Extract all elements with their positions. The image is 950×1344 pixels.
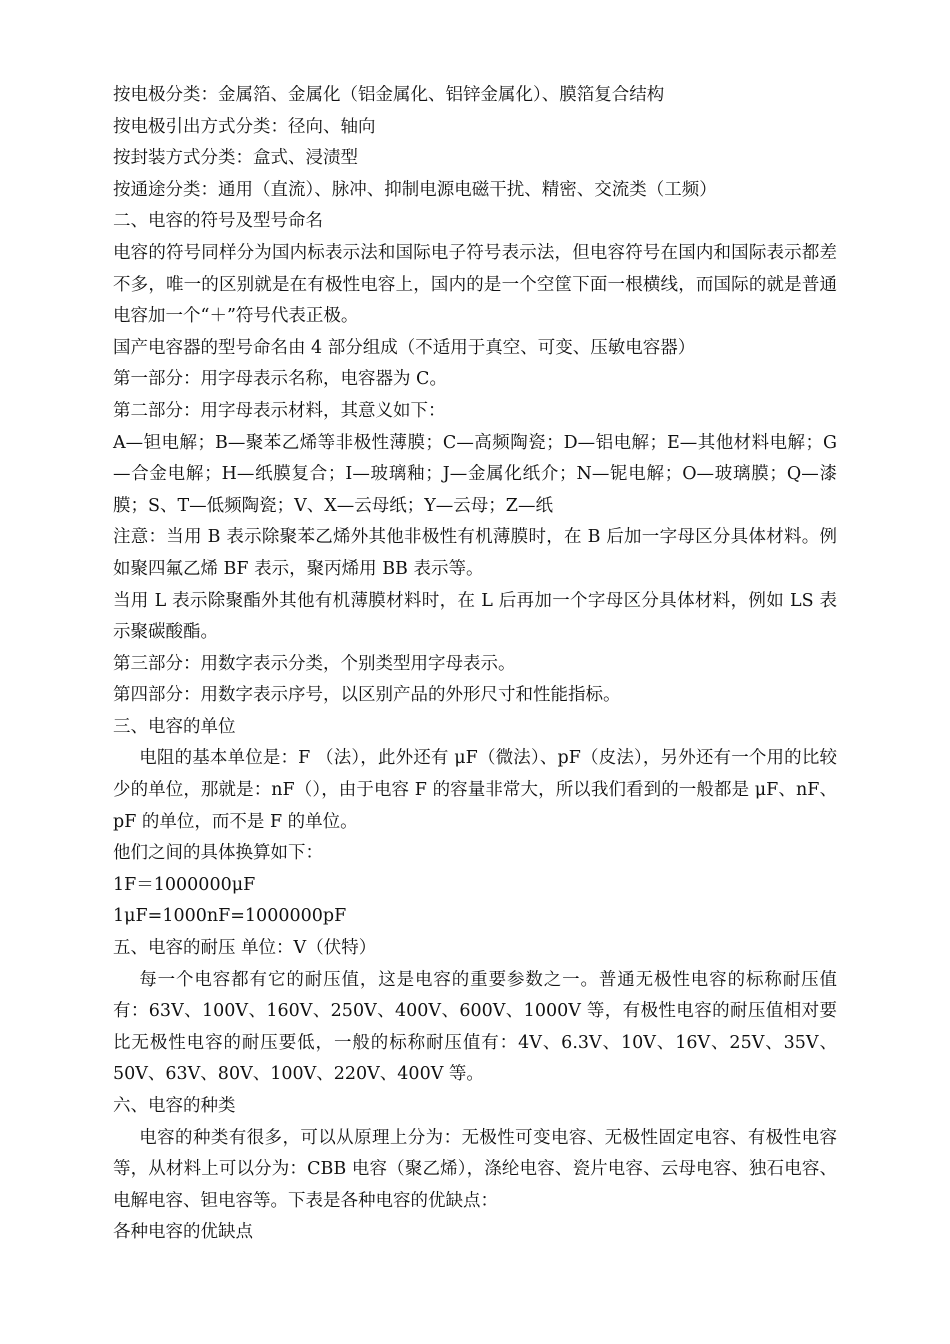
text-line-conversion-intro: 他们之间的具体换算如下： (113, 843, 323, 864)
text-line-part-four: 第四部分：用数字表示序号，以区别产品的外形尺寸和性能指标。 (113, 685, 621, 706)
text-line-part-one: 第一部分：用字母表示名称，电容器为 C。 (113, 369, 447, 390)
text-line-part-two: 第二部分：用字母表示材料，其意义如下： (113, 400, 446, 421)
section-heading-symbol-naming: 二、电容的符号及型号命名 (113, 211, 323, 232)
paragraph-symbol-description: 电容的符号同样分为国内标表示法和国际电子符号表示法，但电容符号在国内和国际表示都差不多，唯一的区别就是在有极性电容上，国内的是一个空筐下面一根横线，而国际的就是普通电容加一个“＋”符号代表正极。 (113, 242, 837, 327)
section-heading-voltage: 五、电容的耐压 单位：V（伏特） (113, 938, 377, 959)
text-line-conversion-2: 1μF=1000nF=1000000pF (113, 906, 347, 927)
paragraph-material-codes: A—钽电解；B—聚苯乙烯等非极性薄膜；C—高频陶瓷；D—铝电解；E—其他材料电解；G—合金电解；H—纸膜复合；I—玻璃釉；J—金属化纸介；N—铌电解；O—玻璃膜；Q—漆膜；S、T—低频陶瓷；V、X—云母纸；Y—云母；Z—纸 (113, 432, 837, 516)
section-heading-units: 三、电容的单位 (113, 716, 236, 737)
text-line-conversion-1: 1F＝1000000μF (113, 874, 256, 895)
text-line-part-three: 第三部分：用数字表示分类，个别类型用字母表示。 (113, 653, 516, 674)
paragraph-note-l: 当用 L 表示除聚酯外其他有机薄膜材料时，在 L 后再加一个字母区分具体材料，例如 LS 表示聚碳酸酯。 (113, 590, 837, 643)
text-line-naming-parts: 国产电容器的型号命名由 4 部分组成（不适用于真空、可变、压敏电容器） (113, 337, 696, 358)
section-heading-types: 六、电容的种类 (113, 1096, 236, 1116)
text-line-package-class: 按封装方式分类：盒式、浸渍型 (113, 148, 358, 169)
paragraph-voltage: 每一个电容都有它的耐压值，这是电容的重要参数之一。普通无极性电容的标称耐压值有：63V、100V、160V、250V、400V、600V、1000V 等，有极性电容的耐压值相对要比无极性电容的耐压要低，一般的标称耐压值有：4V、6.3V、10V、16V、25V、35V、50V、63V、80V、100V、220V、400V 等。 (113, 969, 837, 1085)
paragraph-note-b: 注意：当用 B 表示除聚苯乙烯外其他非极性有机薄膜时，在 B 后加一字母区分具体材料。例如聚四氟乙烯 BF 表示，聚丙烯用 BB 表示等。 (113, 527, 837, 579)
text-line-electrode-class: 按电极分类：金属箔、金属化（铝金属化、铝锌金属化）、膜箔复合结构 (113, 85, 665, 105)
text-line-lead-class: 按电极引出方式分类：径向、轴向 (113, 116, 376, 137)
text-line-pros-cons-title: 各种电容的优缺点 (113, 1222, 253, 1243)
paragraph-types: 电容的种类有很多，可以从原理上分为：无极性可变电容、无极性固定电容、有极性电容等，从材料上可以分为：CBB 电容（聚乙烯），涤纶电容、瓷片电容、云母电容、独石电容、电解电容、钽电容等。下表是各种电容的优缺点： (113, 1127, 837, 1211)
text-line-usage-class: 按通途分类：通用（直流）、脉冲、抑制电源电磁干扰、精密、交流类（工频） (113, 179, 717, 200)
paragraph-units: 电阻的基本单位是：F （法），此外还有 μF（微法）、pF（皮法），另外还有一个用的比较少的单位，那就是：nF（），由于电容 F 的容量非常大，所以我们看到的一般都是 μF、nF、pF 的单位，而不是 F 的单位。 (113, 748, 837, 832)
